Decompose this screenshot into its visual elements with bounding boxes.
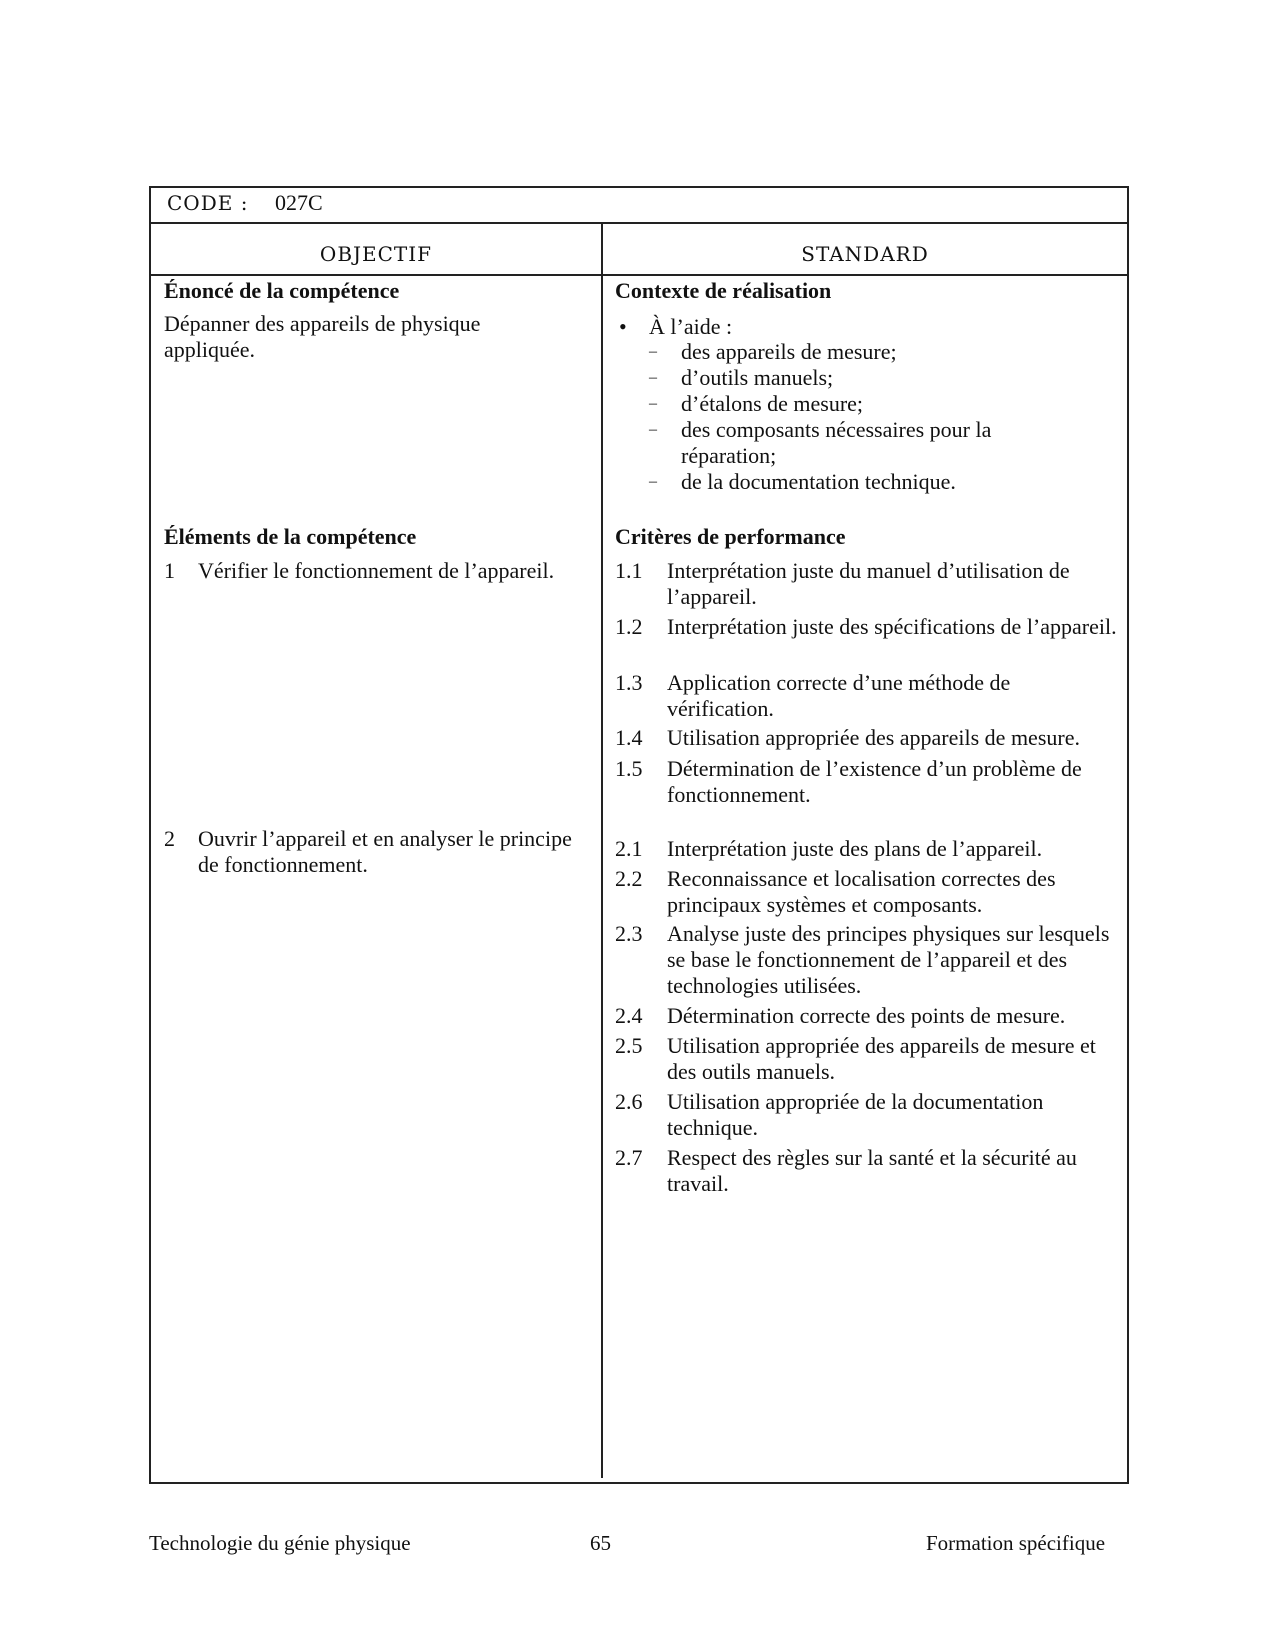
standard-header: STANDARD — [801, 242, 929, 266]
dash-icon: – — [649, 421, 657, 438]
critere-text: Détermination de l’existence d’un problème de fonctionnement. — [667, 756, 1082, 807]
critere-number: 2.7 — [615, 1145, 643, 1170]
elements-title: Éléments de la compétence — [164, 524, 417, 549]
element-number: 1 — [164, 558, 175, 583]
aide-label: À l’aide : — [649, 314, 733, 339]
footer-program: Technologie du génie physique — [149, 1531, 411, 1555]
aide-list — [649, 339, 1089, 495]
element-text: Vérifier le fonctionnement de l’appareil. — [198, 558, 555, 583]
critere-text: Application correcte d’une méthode de vérification. — [667, 670, 1011, 721]
aide-item-text: de la documentation technique. — [681, 469, 956, 494]
critere-text: Interprétation juste du manuel d’utilisation de l’appareil. — [667, 558, 1070, 609]
bullet-icon: • — [619, 314, 627, 339]
critere-number: 1.3 — [615, 670, 643, 695]
critere-text: Reconnaissance et localisation correctes des principaux systèmes et composants. — [667, 866, 1056, 917]
dash-icon: – — [649, 395, 657, 412]
column-header-row — [151, 224, 1127, 276]
aide-item — [649, 469, 1089, 495]
aide-item — [649, 417, 1021, 469]
critere-text: Respect des règles sur la santé et la sécurité au travail. — [667, 1145, 1077, 1196]
element-text: Ouvrir l’appareil et en analyser le principe de fonctionnement. — [198, 826, 572, 877]
dash-icon: – — [649, 343, 657, 360]
critere-text: Utilisation appropriée des appareils de mesure. — [667, 725, 1080, 750]
critere-number: 2.1 — [615, 836, 643, 861]
critere-number: 1.5 — [615, 756, 643, 781]
aide-item — [649, 365, 1089, 391]
critere-number: 2.6 — [615, 1089, 643, 1114]
objectif-header: OBJECTIF — [319, 242, 433, 266]
critere-number: 2.3 — [615, 921, 643, 946]
column-divider — [601, 224, 603, 1478]
footer-page-number: 65 — [590, 1531, 611, 1555]
dash-icon: – — [649, 369, 657, 386]
critere-number: 1.1 — [615, 558, 643, 583]
aide-item-text: des composants nécessaires pour la réparation; — [681, 417, 992, 468]
code-label: CODE : — [167, 191, 249, 215]
dash-icon: – — [649, 473, 657, 490]
enonce-text: Dépanner des appareils de physique appliquée. — [164, 311, 481, 362]
critere-text: Interprétation juste des plans de l’appareil. — [667, 836, 1043, 861]
critere-number: 1.2 — [615, 614, 643, 639]
contexte-title: Contexte de réalisation — [615, 278, 832, 303]
aide-item-text: d’outils manuels; — [681, 365, 834, 390]
critere-text: Interprétation juste des spécifications de l’appareil. — [667, 614, 1117, 639]
critere-number: 2.2 — [615, 866, 643, 891]
aide-item-text: des appareils de mesure; — [681, 339, 897, 364]
competency-table — [149, 186, 1129, 1484]
code-value: 027C — [275, 190, 323, 215]
footer-section: Formation spécifique — [926, 1531, 1106, 1555]
code-row — [151, 188, 1127, 224]
critere-text: Utilisation appropriée des appareils de mesure et des outils manuels. — [667, 1033, 1096, 1084]
critere-number: 2.5 — [615, 1033, 643, 1058]
aide-item — [649, 339, 1089, 365]
enonce-title: Énoncé de la compétence — [164, 278, 400, 303]
critere-number: 1.4 — [615, 725, 643, 750]
critere-text: Analyse juste des principes physiques sur lesquels se base le fonctionnement de l’appareil et des technologies utilisées. — [667, 921, 1110, 998]
critere-number: 2.4 — [615, 1003, 643, 1028]
aide-item-text: d’étalons de mesure; — [681, 391, 864, 416]
element-number: 2 — [164, 826, 175, 851]
aide-item — [649, 391, 1089, 417]
critere-text: Utilisation appropriée de la documentation technique. — [667, 1089, 1044, 1140]
criteres-title: Critères de performance — [615, 524, 846, 549]
critere-text: Détermination correcte des points de mesure. — [667, 1003, 1066, 1028]
